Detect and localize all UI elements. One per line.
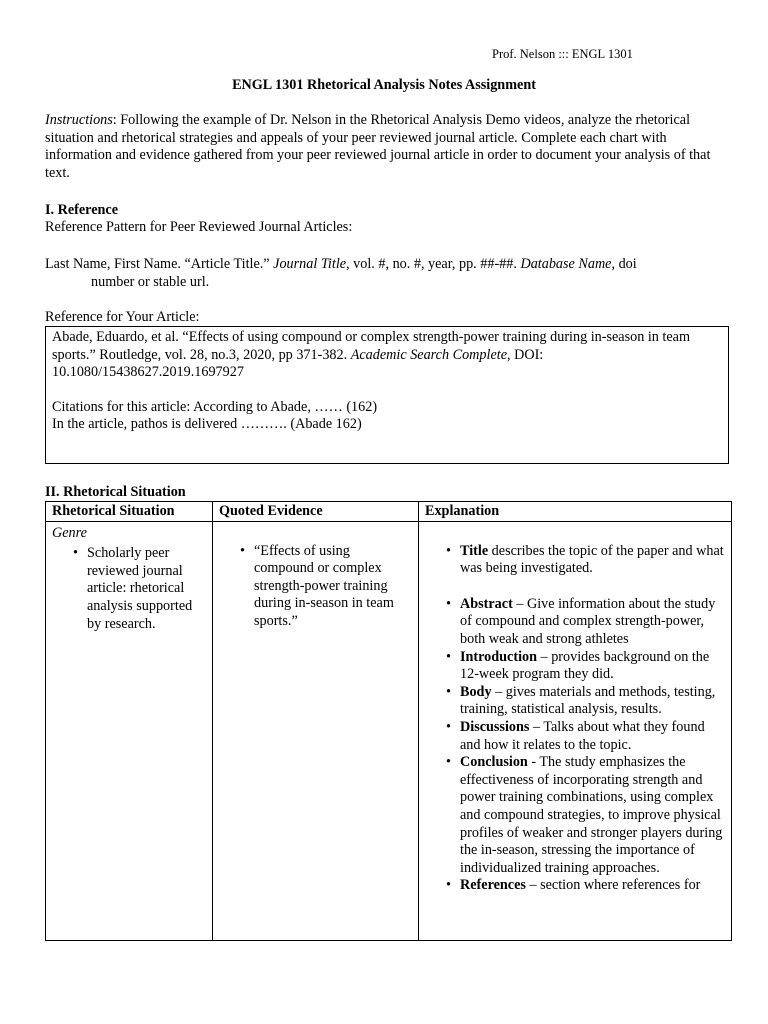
- ref-database: Academic Search Complete,: [350, 346, 511, 363]
- page-title: ENGL 1301 Rhetorical Analysis Notes Assignment: [232, 77, 536, 93]
- reference-box: [45, 326, 729, 464]
- reference-citation: [52, 329, 728, 382]
- explanation-term: Conclusion: [460, 754, 528, 771]
- explanation-text: describes the topic of the paper and what was being investigated.: [460, 542, 724, 577]
- instructions-paragraph: [45, 112, 735, 182]
- explanation-text: – gives materials and methods, testing, training, statistical analysis, results.: [460, 683, 716, 718]
- explanation-term: Title: [460, 542, 489, 559]
- explanation-text: – Give information about the study of compound and complex strength-power, both weak and strong athletes: [460, 595, 716, 647]
- explanation-term: Introduction: [460, 648, 537, 665]
- citation-line-1: Citations for this article: According to Abade, …… (162): [52, 398, 378, 415]
- evidence-cell: [213, 521, 419, 940]
- reference-pattern: [45, 256, 735, 291]
- explanation-term: Abstract: [460, 595, 513, 612]
- explanation-cell: [419, 521, 732, 940]
- pattern-label: Reference Pattern for Peer Reviewed Journal Articles:: [45, 219, 353, 235]
- ref-part1: Abade, Eduardo, et al. “Effects of using compound or complex strength-power training during in-season in team sports.” Routledge, vol. 28, no.3, 2020, pp 371-382.: [52, 329, 691, 363]
- rhetorical-situation-table: [45, 501, 732, 941]
- pattern-part1: Last Name, First Name. “Article Title.”: [45, 256, 274, 272]
- list-item: • “Effects of using compound or complex strength-power training during in-season in team sports.”: [219, 543, 412, 631]
- pattern-part3: , doi: [611, 256, 637, 272]
- table-header-row: [46, 502, 732, 522]
- genre-label: Genre: [52, 524, 87, 541]
- section-rhetorical-situation-heading: II. Rhetorical Situation: [45, 484, 186, 500]
- pattern-journal: Journal Title: [273, 256, 347, 272]
- explanation-text: – provides background on the 12-week program they did.: [460, 648, 710, 683]
- explanation-term: Discussions: [460, 718, 530, 735]
- list-item: [425, 877, 725, 895]
- explanation-text: – section where references for: [525, 877, 701, 894]
- list-item: [425, 649, 725, 684]
- section-reference-heading: I. Reference: [45, 202, 119, 218]
- column-header: Explanation: [419, 502, 732, 522]
- list-item: • Scholarly peer reviewed journal article: rhetorical analysis supported by research.: [52, 545, 206, 633]
- instructions-text: : Following the example of Dr. Nelson in the Rhetorical Analysis Demo videos, analyze the rhetorical situation and rhetorical strategies and appeals of your peer reviewed journal article. Complete each chart with information and evidence gathered from your peer reviewed journal article in order to document your analysis of that text.: [45, 112, 711, 181]
- list-item: [425, 596, 725, 649]
- list-item: [425, 684, 725, 719]
- list-item: [425, 719, 725, 754]
- explanation-text: - The study emphasizes the effectiveness of incorporating strength and power training combinations, using complex and compound strategies, to improve physical profiles of weaker and stronger players during the in-season, stressing the importance of individualized training approaches.: [460, 754, 723, 876]
- table-row: [46, 521, 732, 940]
- pattern-part2: , vol. #, no. #, year, pp. ##-##.: [346, 256, 521, 272]
- pattern-line2: number or stable url.: [91, 273, 210, 290]
- list-item: [425, 754, 725, 877]
- situation-cell: [46, 521, 213, 940]
- column-header: Rhetorical Situation: [46, 502, 213, 522]
- explanation-term: Body: [460, 683, 492, 700]
- instructions-label: Instructions: [45, 112, 113, 128]
- your-reference-label: Reference for Your Article:: [45, 309, 200, 325]
- list-item: [425, 543, 725, 578]
- page-header: Prof. Nelson ::: ENGL 1301: [492, 47, 633, 61]
- ref-part2: DOI: 10.1080/15438627.2019.1697927: [52, 346, 544, 381]
- citation-line-2: In the article, pathos is delivered ………. (Abade 162): [52, 416, 362, 433]
- pattern-database: Database Name: [520, 256, 612, 272]
- explanation-term: References: [460, 877, 526, 894]
- explanation-text: – Talks about what they found and how it relates to the topic.: [460, 718, 705, 753]
- column-header: Quoted Evidence: [213, 502, 419, 522]
